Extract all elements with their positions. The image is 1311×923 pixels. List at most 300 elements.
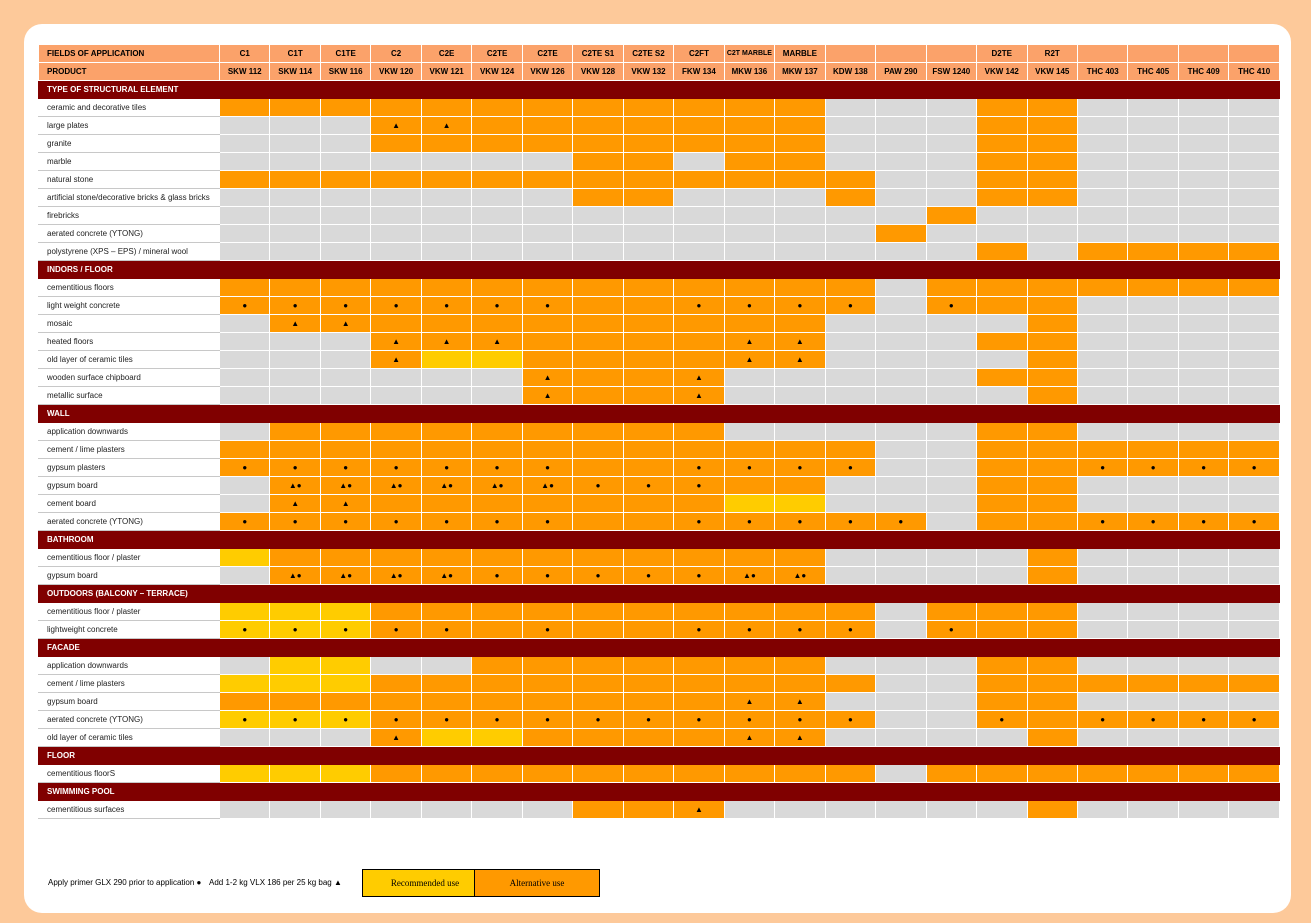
- suitability-cell-marked: ●: [1229, 513, 1280, 531]
- product-code-cell: THC 409: [1178, 63, 1228, 81]
- suitability-cell: [926, 387, 976, 405]
- suitability-cell: [421, 423, 471, 441]
- suitability-cell: [472, 693, 522, 711]
- suitability-cell: [320, 279, 370, 297]
- suitability-cell: [1027, 567, 1077, 585]
- table-row: [39, 117, 1280, 135]
- suitability-cell: [371, 99, 421, 117]
- suitability-cell: [775, 387, 825, 405]
- suitability-cell: [876, 495, 926, 513]
- suitability-cell-marked: ●: [674, 567, 724, 585]
- suitability-cell: [876, 621, 926, 639]
- suitability-cell: [674, 675, 724, 693]
- substrate-label: old layer of ceramic tiles: [39, 351, 220, 369]
- suitability-cell: [1128, 657, 1178, 675]
- suitability-cell: [623, 243, 673, 261]
- suitability-cell: [674, 243, 724, 261]
- suitability-cell: [522, 153, 572, 171]
- substrate-label: light weight concrete: [39, 297, 220, 315]
- suitability-cell: [1229, 315, 1280, 333]
- suitability-cell: [1027, 351, 1077, 369]
- suitability-cell: [472, 675, 522, 693]
- suitability-cell: [371, 387, 421, 405]
- section-title: OUTDOORS (BALCONY – TERRACE): [39, 585, 1280, 603]
- suitability-cell: [724, 135, 774, 153]
- suitability-cell: [977, 387, 1027, 405]
- suitability-cell: [573, 135, 623, 153]
- suitability-cell: [522, 189, 572, 207]
- substrate-label: application downwards: [39, 657, 220, 675]
- table-row: [39, 99, 1280, 117]
- additive-triangle-icon: ▲: [334, 878, 342, 887]
- suitability-cell: [977, 207, 1027, 225]
- suitability-cell: [926, 423, 976, 441]
- suitability-cell: [573, 117, 623, 135]
- suitability-cell: [1128, 765, 1178, 783]
- suitability-cell-marked: ▲: [472, 333, 522, 351]
- suitability-cell: [775, 315, 825, 333]
- suitability-cell-marked: ▲●: [320, 567, 370, 585]
- suitability-cell: [522, 351, 572, 369]
- suitability-cell: [775, 603, 825, 621]
- suitability-cell-marked: ▲●: [270, 567, 320, 585]
- suitability-cell: [876, 117, 926, 135]
- suitability-cell: [1077, 693, 1127, 711]
- suitability-cell-marked: ●: [573, 477, 623, 495]
- suitability-cell: [421, 675, 471, 693]
- suitability-cell: [926, 279, 976, 297]
- suitability-cell: [926, 801, 976, 819]
- suitability-cell: [1027, 459, 1077, 477]
- suitability-cell: [1077, 801, 1127, 819]
- section-title: FACADE: [39, 639, 1280, 657]
- suitability-cell: [522, 423, 572, 441]
- suitability-cell: [371, 135, 421, 153]
- suitability-cell: [1128, 243, 1178, 261]
- suitability-cell: [1027, 225, 1077, 243]
- field-code-cell: [1178, 45, 1228, 63]
- suitability-cell-marked: ●: [320, 711, 370, 729]
- suitability-cell-marked: ●: [926, 621, 976, 639]
- substrate-label: gypsum plasters: [39, 459, 220, 477]
- suitability-cell: [876, 549, 926, 567]
- suitability-cell: [825, 171, 875, 189]
- suitability-cell: [1178, 297, 1228, 315]
- suitability-cell: [775, 549, 825, 567]
- field-code-cell: MARBLE: [775, 45, 825, 63]
- suitability-cell: [977, 423, 1027, 441]
- suitability-cell-marked: ▲●: [472, 477, 522, 495]
- suitability-cell: [573, 657, 623, 675]
- table-row: [39, 369, 1280, 387]
- suitability-cell: [472, 495, 522, 513]
- suitability-cell-marked: ▲: [724, 729, 774, 747]
- suitability-cell: [876, 351, 926, 369]
- suitability-cell: [1077, 117, 1127, 135]
- suitability-cell: [421, 315, 471, 333]
- suitability-cell: [1027, 603, 1077, 621]
- suitability-cell: [977, 621, 1027, 639]
- suitability-cell: [926, 135, 976, 153]
- suitability-cell: [775, 441, 825, 459]
- suitability-cell: [1178, 225, 1228, 243]
- suitability-cell-marked: ●: [421, 513, 471, 531]
- suitability-cell: [623, 171, 673, 189]
- suitability-cell: [977, 171, 1027, 189]
- suitability-cell: [1128, 675, 1178, 693]
- suitability-cell: [977, 135, 1027, 153]
- suitability-cell: [270, 675, 320, 693]
- suitability-cell: [876, 459, 926, 477]
- suitability-cell: [472, 99, 522, 117]
- suitability-cell: [472, 621, 522, 639]
- suitability-cell-marked: ▲: [320, 315, 370, 333]
- suitability-cell-marked: ●: [674, 477, 724, 495]
- suitability-cell: [1027, 369, 1077, 387]
- suitability-cell: [220, 441, 270, 459]
- suitability-cell: [674, 549, 724, 567]
- suitability-cell: [674, 603, 724, 621]
- suitability-cell: [320, 99, 370, 117]
- suitability-cell: [1178, 117, 1228, 135]
- suitability-cell: [926, 675, 976, 693]
- substrate-label: marble: [39, 153, 220, 171]
- suitability-cell: [1077, 243, 1127, 261]
- suitability-cell: [1077, 675, 1127, 693]
- suitability-cell-marked: ▲: [674, 369, 724, 387]
- section-header-row: [39, 747, 1280, 765]
- suitability-cell: [926, 153, 976, 171]
- suitability-cell: [320, 549, 370, 567]
- suitability-cell: [573, 225, 623, 243]
- section-title: WALL: [39, 405, 1280, 423]
- suitability-cell: [724, 369, 774, 387]
- suitability-cell-marked: ●: [320, 297, 370, 315]
- suitability-cell: [724, 441, 774, 459]
- suitability-cell: [220, 369, 270, 387]
- field-code-cell: C2T MARBLE: [724, 45, 774, 63]
- suitability-cell: [1178, 567, 1228, 585]
- suitability-cell: [270, 369, 320, 387]
- suitability-cell: [472, 279, 522, 297]
- suitability-cell: [270, 225, 320, 243]
- table-row: [39, 693, 1280, 711]
- suitability-cell: [1229, 369, 1280, 387]
- suitability-cell: [1027, 765, 1077, 783]
- suitability-cell: [674, 441, 724, 459]
- table-row: [39, 189, 1280, 207]
- suitability-cell: [825, 549, 875, 567]
- suitability-cell: [421, 171, 471, 189]
- suitability-cell: [1077, 477, 1127, 495]
- suitability-cell: [977, 441, 1027, 459]
- field-code-cell: C2TE: [472, 45, 522, 63]
- suitability-cell: [220, 495, 270, 513]
- suitability-cell: [1077, 297, 1127, 315]
- suitability-cell: [1128, 369, 1178, 387]
- suitability-cell: [421, 441, 471, 459]
- suitability-cell: [1077, 765, 1127, 783]
- suitability-cell: [573, 495, 623, 513]
- product-code-cell: VKW 145: [1027, 63, 1077, 81]
- suitability-cell: [1027, 117, 1077, 135]
- suitability-cell: [724, 243, 774, 261]
- suitability-cell: [623, 369, 673, 387]
- suitability-cell: [573, 513, 623, 531]
- table-row: [39, 171, 1280, 189]
- suitability-cell: [573, 549, 623, 567]
- suitability-cell: [1229, 333, 1280, 351]
- section-title: BATHROOM: [39, 531, 1280, 549]
- suitability-cell: [522, 729, 572, 747]
- suitability-cell: [926, 603, 976, 621]
- suitability-cell: [926, 549, 976, 567]
- substrate-label: natural stone: [39, 171, 220, 189]
- suitability-cell: [926, 243, 976, 261]
- field-code-cell: C1: [220, 45, 270, 63]
- substrate-label: polystyrene (XPS – EPS) / mineral wool: [39, 243, 220, 261]
- suitability-cell: [320, 729, 370, 747]
- suitability-cell: [1178, 351, 1228, 369]
- suitability-cell: [522, 657, 572, 675]
- suitability-cell: [220, 243, 270, 261]
- suitability-cell: [1077, 549, 1127, 567]
- suitability-cell: [1178, 243, 1228, 261]
- suitability-cell: [977, 801, 1027, 819]
- suitability-cell: [775, 423, 825, 441]
- suitability-cell: [623, 333, 673, 351]
- section-header-row: [39, 261, 1280, 279]
- suitability-cell: [472, 801, 522, 819]
- suitability-cell-marked: ●: [775, 513, 825, 531]
- suitability-cell-marked: ●: [522, 621, 572, 639]
- suitability-cell-marked: ●: [371, 711, 421, 729]
- suitability-cell: [421, 189, 471, 207]
- suitability-cell: [1077, 153, 1127, 171]
- suitability-cell: [270, 423, 320, 441]
- suitability-cell: [825, 189, 875, 207]
- suitability-cell-marked: ●: [270, 621, 320, 639]
- suitability-cell: [1027, 315, 1077, 333]
- table-row: [39, 351, 1280, 369]
- field-code-cell: C1T: [270, 45, 320, 63]
- suitability-cell: [623, 153, 673, 171]
- suitability-cell: [724, 117, 774, 135]
- suitability-cell-marked: ●: [522, 513, 572, 531]
- suitability-cell: [371, 369, 421, 387]
- suitability-cell: [472, 423, 522, 441]
- suitability-cell-marked: ●: [421, 459, 471, 477]
- suitability-cell: [522, 243, 572, 261]
- table-row: [39, 765, 1280, 783]
- suitability-cell-marked: ●: [825, 711, 875, 729]
- table-row: [39, 279, 1280, 297]
- suitability-cell: [1128, 333, 1178, 351]
- suitability-cell: [1027, 171, 1077, 189]
- legend-primer-text: Apply primer GLX 290 prior to application ●: [48, 878, 202, 887]
- suitability-cell: [623, 441, 673, 459]
- field-code-cell: C2FT: [674, 45, 724, 63]
- suitability-cell-marked: ▲●: [270, 477, 320, 495]
- field-code-cell: [876, 45, 926, 63]
- suitability-cell: [573, 333, 623, 351]
- suitability-cell: [977, 189, 1027, 207]
- field-code-cell: C2TE S1: [573, 45, 623, 63]
- suitability-cell: [522, 207, 572, 225]
- suitability-cell: [1128, 351, 1178, 369]
- table-row: [39, 297, 1280, 315]
- suitability-cell: [371, 225, 421, 243]
- suitability-cell: [573, 423, 623, 441]
- suitability-cell-marked: ●: [1178, 513, 1228, 531]
- suitability-cell-marked: ●: [1128, 459, 1178, 477]
- suitability-cell-marked: ●: [977, 711, 1027, 729]
- suitability-cell: [775, 675, 825, 693]
- suitability-cell: [270, 117, 320, 135]
- suitability-cell: [522, 495, 572, 513]
- suitability-cell: [977, 243, 1027, 261]
- suitability-cell-marked: ▲●: [724, 567, 774, 585]
- suitability-cell: [623, 99, 673, 117]
- suitability-cell-marked: ●: [371, 459, 421, 477]
- suitability-cell: [623, 297, 673, 315]
- suitability-cell: [522, 675, 572, 693]
- suitability-cell-marked: ●: [220, 621, 270, 639]
- suitability-cell: [1027, 675, 1077, 693]
- suitability-cell: [926, 657, 976, 675]
- suitability-cell: [220, 351, 270, 369]
- suitability-cell: [977, 225, 1027, 243]
- suitability-cell: [421, 207, 471, 225]
- suitability-cell: [674, 765, 724, 783]
- suitability-cell: [977, 369, 1027, 387]
- suitability-cell-marked: ●: [371, 297, 421, 315]
- suitability-cell: [1128, 225, 1178, 243]
- suitability-cell: [1178, 171, 1228, 189]
- suitability-cell: [421, 135, 471, 153]
- suitability-cell-marked: ●: [1077, 711, 1127, 729]
- suitability-cell: [421, 225, 471, 243]
- suitability-cell: [1128, 315, 1178, 333]
- suitability-cell: [220, 117, 270, 135]
- suitability-cell: [220, 207, 270, 225]
- suitability-cell: [472, 207, 522, 225]
- field-code-cell: D2TE: [977, 45, 1027, 63]
- substrate-label: cementitious floor / plaster: [39, 603, 220, 621]
- suitability-cell: [270, 351, 320, 369]
- suitability-cell: [876, 297, 926, 315]
- field-code-cell: C2TE: [522, 45, 572, 63]
- suitability-cell-marked: ●: [270, 297, 320, 315]
- suitability-cell: [1077, 567, 1127, 585]
- table-row: [39, 225, 1280, 243]
- suitability-cell: [977, 693, 1027, 711]
- suitability-cell: [1178, 495, 1228, 513]
- substrate-label: granite: [39, 135, 220, 153]
- product-code-cell: VKW 142: [977, 63, 1027, 81]
- suitability-cell: [421, 387, 471, 405]
- suitability-cell: [1178, 387, 1228, 405]
- suitability-cell: [825, 333, 875, 351]
- suitability-cell: [825, 441, 875, 459]
- suitability-cell: [1128, 171, 1178, 189]
- suitability-cell: [876, 603, 926, 621]
- suitability-cell: [977, 315, 1027, 333]
- suitability-cell: [1178, 153, 1228, 171]
- suitability-cell: [1229, 135, 1280, 153]
- suitability-cell: [522, 171, 572, 189]
- suitability-cell-marked: ●: [926, 297, 976, 315]
- suitability-cell: [977, 279, 1027, 297]
- suitability-cell: [1229, 351, 1280, 369]
- suitability-cell: [623, 603, 673, 621]
- table-row: [39, 801, 1280, 819]
- suitability-cell: [270, 801, 320, 819]
- suitability-cell: [472, 135, 522, 153]
- table-row: [39, 243, 1280, 261]
- suitability-cell: [1027, 387, 1077, 405]
- field-code-cell: C1TE: [320, 45, 370, 63]
- suitability-cell: [220, 99, 270, 117]
- suitability-cell: [421, 801, 471, 819]
- suitability-cell: [1027, 495, 1077, 513]
- suitability-cell: [825, 135, 875, 153]
- suitability-cell: [1178, 135, 1228, 153]
- suitability-cell: [1178, 693, 1228, 711]
- suitability-cell: [320, 189, 370, 207]
- suitability-cell: [1128, 495, 1178, 513]
- suitability-cell: [421, 279, 471, 297]
- substrate-label: metallic surface: [39, 387, 220, 405]
- suitability-cell: [472, 153, 522, 171]
- suitability-cell-marked: ●: [371, 621, 421, 639]
- suitability-cell: [320, 135, 370, 153]
- suitability-cell: [623, 279, 673, 297]
- suitability-cell: [522, 99, 572, 117]
- suitability-cell: [977, 549, 1027, 567]
- suitability-cell-marked: ▲●: [775, 567, 825, 585]
- suitability-cell: [270, 549, 320, 567]
- suitability-cell-marked: ●: [674, 297, 724, 315]
- suitability-cell: [1128, 621, 1178, 639]
- product-code-cell: THC 403: [1077, 63, 1127, 81]
- suitability-cell: [977, 351, 1027, 369]
- suitability-cell: [573, 171, 623, 189]
- table-row: [39, 711, 1280, 729]
- suitability-cell: [522, 333, 572, 351]
- suitability-cell-marked: ●: [775, 621, 825, 639]
- suitability-cell: [876, 423, 926, 441]
- suitability-cell: [1027, 423, 1077, 441]
- suitability-cell: [421, 495, 471, 513]
- suitability-cell: [1027, 207, 1077, 225]
- table-row: [39, 207, 1280, 225]
- table-row: [39, 603, 1280, 621]
- suitability-cell-marked: ▲●: [371, 567, 421, 585]
- suitability-cell: [1178, 279, 1228, 297]
- suitability-cell: [1027, 693, 1077, 711]
- suitability-cell: [320, 603, 370, 621]
- suitability-cell: [1178, 603, 1228, 621]
- suitability-cell: [1128, 729, 1178, 747]
- suitability-cell: [1128, 693, 1178, 711]
- suitability-cell: [825, 423, 875, 441]
- suitability-cell: [220, 549, 270, 567]
- suitability-cell: [724, 603, 774, 621]
- suitability-cell: [926, 351, 976, 369]
- suitability-cell: [674, 495, 724, 513]
- suitability-cell-marked: ▲: [371, 333, 421, 351]
